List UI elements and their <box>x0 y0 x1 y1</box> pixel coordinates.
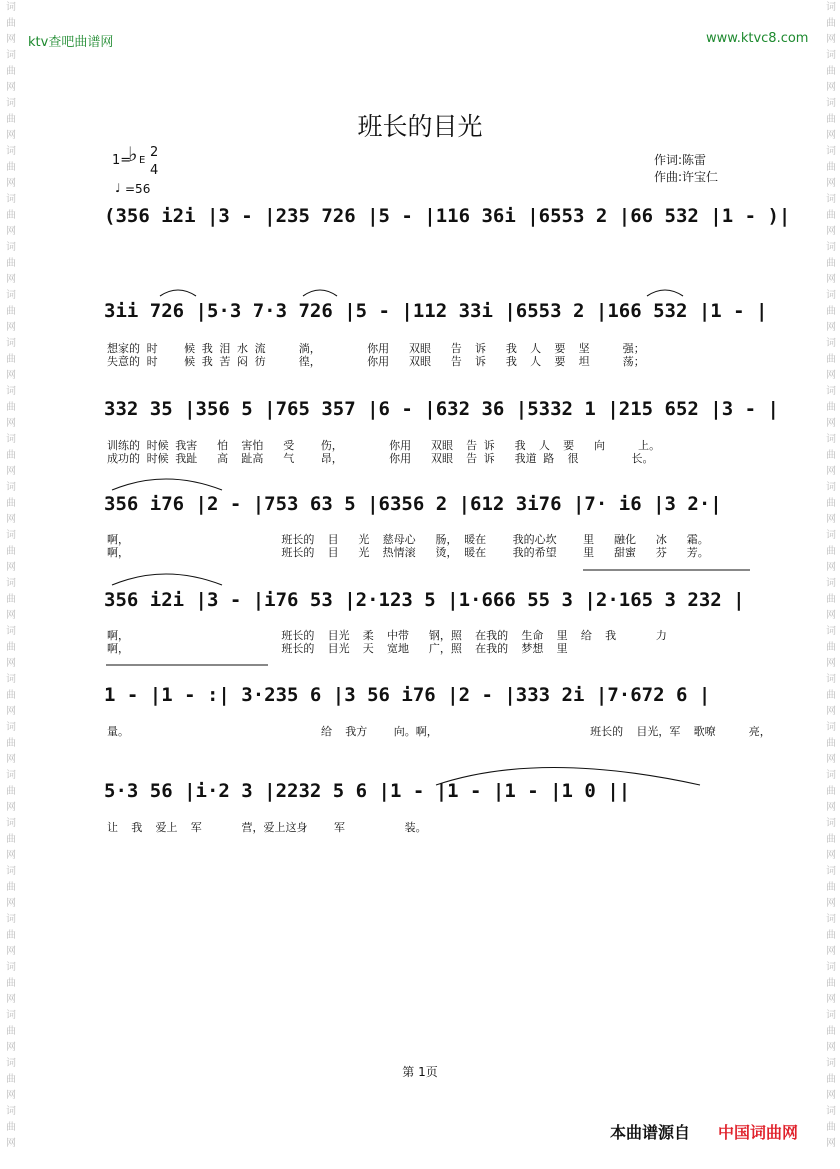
composer: 作曲:许宝仁 <box>654 170 719 184</box>
watermark-char: 网 <box>6 418 16 429</box>
watermark-char: 曲 <box>6 786 16 797</box>
slur-arc <box>303 290 337 296</box>
watermark-char: 网 <box>6 658 16 669</box>
watermark-char: 网 <box>826 706 836 717</box>
watermark-char: 网 <box>6 610 16 621</box>
lyric-verse-2: 成功的 时候 我趾 高 趾高 气 昂， 你用 双眼 告 诉 我道 路 很 长。 <box>107 452 654 465</box>
watermark-char: 词 <box>6 338 16 349</box>
watermark-char: 网 <box>6 898 16 909</box>
watermark-char: 词 <box>826 194 836 205</box>
watermark-char: 网 <box>826 898 836 909</box>
watermark-char: 词 <box>826 866 836 877</box>
watermark-char: 网 <box>6 34 16 45</box>
lyricist: 作词:陈雷 <box>654 153 707 167</box>
watermark-char: 词 <box>6 770 16 781</box>
watermark-char: 词 <box>6 98 16 109</box>
watermark-char: 网 <box>826 562 836 573</box>
lyric-verse-1: 训练的 时候 我害 怕 害怕 受 伤， 你用 双眼 告 诉 我 人 要 向 上。 <box>107 439 661 452</box>
watermark-char: 词 <box>6 2 16 13</box>
header-site-url[interactable]: www.ktvc8.com <box>706 31 809 46</box>
watermark-char: 词 <box>6 1058 16 1069</box>
watermark-char: 曲 <box>826 1074 836 1085</box>
watermark-char: 网 <box>826 274 836 285</box>
footer-source-link[interactable]: 中国词曲网 <box>718 1123 799 1142</box>
watermark-char: 网 <box>6 562 16 573</box>
staff-notes: 3ii 726 |5·3 7·3 726 |5 - |112 33i |6553 2 |166 532 |1 - | <box>104 300 768 322</box>
watermark-char: 网 <box>826 994 836 1005</box>
watermark-char: 词 <box>6 290 16 301</box>
watermark-char: 词 <box>6 242 16 253</box>
watermark-char: 网 <box>6 514 16 525</box>
watermark-char: 网 <box>826 514 836 525</box>
lyric-verse-2: 啊， 班长的 目 光 热情滚 烫， 暖在 我的希望 里 甜蜜 芬 芳。 <box>107 546 709 559</box>
watermark-char: 曲 <box>6 930 16 941</box>
watermark-char: 曲 <box>826 210 836 221</box>
watermark-char: 曲 <box>6 18 16 29</box>
watermark-char: 曲 <box>826 18 836 29</box>
watermark-char: 词 <box>826 242 836 253</box>
watermark-char: 曲 <box>826 594 836 605</box>
watermark-char: 词 <box>6 578 16 589</box>
staff-notes: 332 35 |356 5 |765 357 |6 - |632 36 |5332 1 |215 652 |3 - | <box>104 398 779 420</box>
watermark-char: 曲 <box>826 402 836 413</box>
watermark-char: 网 <box>826 754 836 765</box>
watermark-char: 词 <box>6 1010 16 1021</box>
watermark-char: 网 <box>6 466 16 477</box>
watermark-char: 网 <box>826 1090 836 1101</box>
watermark-char: 曲 <box>826 1122 836 1133</box>
watermark-char: 曲 <box>6 546 16 557</box>
staff-notes: 356 i76 |2 - |753 63 5 |6356 2 |612 3i76 |7· i6 |3 2·| <box>104 493 722 515</box>
watermark-char: 词 <box>826 386 836 397</box>
watermark-char: 词 <box>826 674 836 685</box>
watermark-char: 曲 <box>826 354 836 365</box>
watermark-char: 网 <box>6 82 16 93</box>
lyric-verse-2: 失意的 时 候 我 苦 闷 彷 徨， 你用 双眼 告 诉 我 人 要 坦 荡； <box>107 355 645 368</box>
watermark-char: 曲 <box>6 1074 16 1085</box>
flat-icon: ♭ <box>128 142 138 166</box>
watermark-char: 网 <box>826 82 836 93</box>
watermark-char: 曲 <box>826 642 836 653</box>
watermark-char: 网 <box>826 130 836 141</box>
key-prefix: 1= <box>112 153 132 168</box>
watermark-char: 曲 <box>6 210 16 221</box>
watermark-char: 词 <box>6 626 16 637</box>
watermark-char: 网 <box>6 706 16 717</box>
watermark-char: 词 <box>6 386 16 397</box>
watermark-char: 网 <box>826 850 836 861</box>
watermark-char: 网 <box>826 802 836 813</box>
watermark-char: 词 <box>826 770 836 781</box>
watermark-char: 词 <box>6 818 16 829</box>
slur-arc <box>112 574 222 585</box>
watermark-char: 词 <box>6 434 16 445</box>
watermark-char: 曲 <box>826 162 836 173</box>
watermark-char: 网 <box>826 178 836 189</box>
staff-notes: 356 i2i |3 - |i76 53 |2·123 5 |1·666 55 3 |2·165 3 232 | <box>104 589 745 611</box>
watermark-char: 词 <box>6 530 16 541</box>
watermark-char: 词 <box>6 866 16 877</box>
watermark-char: 词 <box>826 578 836 589</box>
slur-arc <box>160 290 196 296</box>
watermark-char: 曲 <box>826 498 836 509</box>
slur-arc <box>112 479 222 490</box>
watermark-char: 曲 <box>6 258 16 269</box>
watermark-char: 曲 <box>826 306 836 317</box>
watermark-char: 词 <box>6 482 16 493</box>
watermark-char: 曲 <box>826 834 836 845</box>
watermark-char: 词 <box>826 434 836 445</box>
watermark-char: 词 <box>826 338 836 349</box>
watermark-char: 网 <box>826 1042 836 1053</box>
lyric-verse-2: 啊， 班长的 目光 天 宽地 广，照 在我的 梦想 里 <box>107 642 568 655</box>
watermark-char: 网 <box>6 802 16 813</box>
watermark-char: 网 <box>826 322 836 333</box>
watermark-char: 曲 <box>6 450 16 461</box>
header-site-name[interactable]: ktv查吧曲谱网 <box>28 35 114 50</box>
staff-notes: 1 - |1 - :| 3·235 6 |3 56 i76 |2 - |333 2i |7·672 6 | <box>104 684 711 706</box>
watermark-char: 词 <box>6 194 16 205</box>
watermark-char: 词 <box>826 722 836 733</box>
watermark-char: 词 <box>826 530 836 541</box>
watermark-char: 网 <box>826 34 836 45</box>
watermark-char: 网 <box>6 274 16 285</box>
watermark-char: 网 <box>6 754 16 765</box>
watermark-char: 网 <box>6 370 16 381</box>
watermark-char: 网 <box>826 658 836 669</box>
slur-arc <box>647 290 683 296</box>
lyric-verse-1: 啊， 班长的 目光 柔 中带 钢，照 在我的 生命 里 给 我 力 <box>107 629 667 642</box>
watermark-char: 词 <box>6 962 16 973</box>
watermark-char: 词 <box>6 914 16 925</box>
watermark-char: 网 <box>6 130 16 141</box>
watermark-char: 词 <box>826 962 836 973</box>
watermark-char: 网 <box>6 1090 16 1101</box>
watermark-char: 网 <box>6 946 16 957</box>
watermark-char: 网 <box>826 1138 836 1149</box>
tempo-value: =56 <box>125 182 151 196</box>
watermark-char: 曲 <box>826 882 836 893</box>
watermark-char: 词 <box>6 674 16 685</box>
watermark-char: 曲 <box>6 738 16 749</box>
watermark-char: 曲 <box>6 834 16 845</box>
watermark-char: 曲 <box>826 930 836 941</box>
watermark-char: 词 <box>826 482 836 493</box>
watermark-char: 词 <box>6 1106 16 1117</box>
watermark-char: 曲 <box>826 690 836 701</box>
watermark-char: 词 <box>826 146 836 157</box>
lyric-verse-1: 让 我 爱上 军 营，爱上这身 军 装。 <box>107 821 427 834</box>
watermark-char: 网 <box>826 466 836 477</box>
time-signature-bottom: 4 <box>150 163 159 178</box>
watermark-char: 词 <box>826 626 836 637</box>
watermark-char: 网 <box>6 226 16 237</box>
watermark-char: 词 <box>6 50 16 61</box>
watermark-char: 词 <box>826 914 836 925</box>
lyric-verse-1: 量。 给 我方 向。啊， 班长的 目光，军 歌嘹 亮， <box>107 725 771 738</box>
watermark-char: 词 <box>6 722 16 733</box>
watermark-char: 网 <box>6 994 16 1005</box>
watermark-char: 曲 <box>6 66 16 77</box>
watermark-char: 网 <box>6 850 16 861</box>
watermark-char: 曲 <box>6 498 16 509</box>
key-note: E <box>139 155 146 166</box>
watermark-char: 曲 <box>6 1122 16 1133</box>
watermark-char: 曲 <box>826 786 836 797</box>
staff-notes: 5·3 56 |i·2 3 |2232 5 6 |1 - |1 - |1 - |1 0 || <box>104 780 631 802</box>
watermark-char: 曲 <box>826 1026 836 1037</box>
watermark-char: 词 <box>826 1106 836 1117</box>
watermark-char: 词 <box>6 146 16 157</box>
watermark-char: 曲 <box>826 114 836 125</box>
watermark-char: 网 <box>6 322 16 333</box>
watermark-char: 词 <box>826 1010 836 1021</box>
watermark-char: 词 <box>826 98 836 109</box>
watermark-char: 曲 <box>6 1026 16 1037</box>
watermark-char: 曲 <box>6 114 16 125</box>
staff-notes: (356 i2i |3 - |235 726 |5 - |116 36i |6553 2 |66 532 |1 - )| <box>104 205 791 227</box>
watermark-char: 词 <box>826 290 836 301</box>
quarter-note-icon: ♩ <box>115 181 121 195</box>
watermark-char: 曲 <box>6 306 16 317</box>
watermark-char: 网 <box>826 370 836 381</box>
watermark-char: 曲 <box>6 690 16 701</box>
watermark-char: 曲 <box>6 978 16 989</box>
watermark-char: 网 <box>6 178 16 189</box>
watermark-char: 网 <box>826 418 836 429</box>
watermark-char: 曲 <box>6 162 16 173</box>
watermark-char: 曲 <box>826 66 836 77</box>
watermark-char: 网 <box>6 1042 16 1053</box>
watermark-char: 网 <box>826 610 836 621</box>
watermark-char: 词 <box>826 818 836 829</box>
song-title: 班长的目光 <box>357 112 483 141</box>
watermark-char: 曲 <box>6 354 16 365</box>
watermark-char: 曲 <box>6 882 16 893</box>
footer-source-label: 本曲谱源自 <box>610 1123 691 1142</box>
page-number: 第 1页 <box>402 1065 438 1079</box>
watermark-char: 词 <box>826 2 836 13</box>
watermark-char: 曲 <box>826 258 836 269</box>
watermark-char: 曲 <box>826 978 836 989</box>
tie-arc <box>436 768 700 786</box>
watermark-char: 网 <box>826 946 836 957</box>
watermark-char: 曲 <box>6 594 16 605</box>
time-signature-top: 2 <box>150 145 159 160</box>
watermark-char: 网 <box>6 1138 16 1149</box>
lyric-verse-1: 想家的 时 候 我 泪 水 流 淌， 你用 双眼 告 诉 我 人 要 坚 强； <box>107 342 645 355</box>
watermark-char: 曲 <box>826 738 836 749</box>
watermark-char: 词 <box>826 1058 836 1069</box>
watermark-char: 曲 <box>826 450 836 461</box>
watermark-char: 曲 <box>6 402 16 413</box>
watermark-char: 曲 <box>826 546 836 557</box>
watermark-char: 网 <box>826 226 836 237</box>
lyric-verse-1: 啊， 班长的 目 光 慈母心 肠， 暖在 我的心坎 里 融化 冰 霜。 <box>107 533 709 546</box>
watermark-char: 曲 <box>6 642 16 653</box>
watermark-char: 词 <box>826 50 836 61</box>
